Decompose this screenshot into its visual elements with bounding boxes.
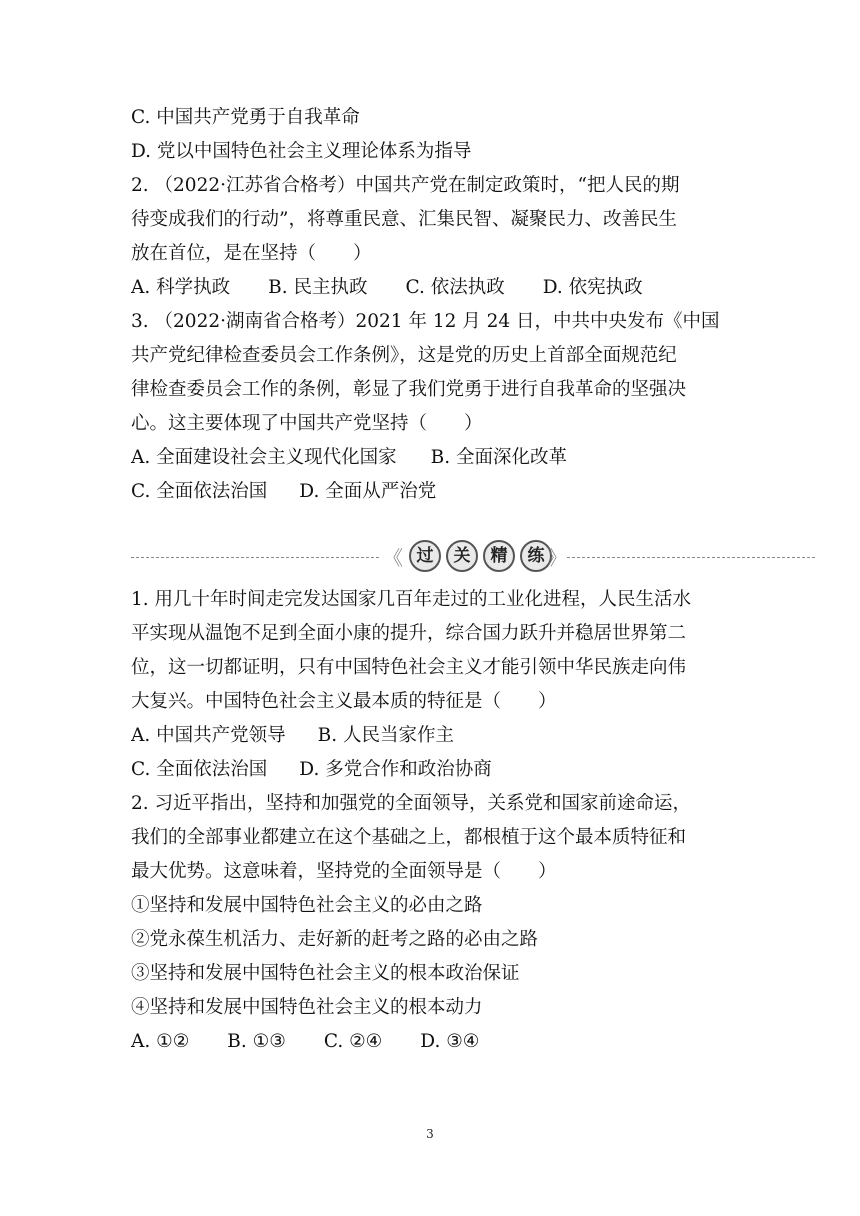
content-bottom bbox=[131, 583, 741, 1059]
question-text: 1. 用几十年时间走完发达国家几百年走过的工业化进程，人民生活水 bbox=[131, 589, 692, 610]
banner-char: 精 bbox=[483, 540, 515, 572]
banner-char: 练 bbox=[520, 540, 552, 572]
option-c: C. ②④ bbox=[323, 1031, 383, 1052]
statement-item: ②党永葆生机活力、走好新的赶考之路的必由之路 bbox=[131, 929, 539, 950]
question-text: 放在首位，是在坚持（ ） bbox=[131, 243, 372, 264]
option-b: B. 民主执政 bbox=[268, 277, 368, 298]
option-b: B. 人民当家作主 bbox=[317, 725, 454, 746]
question-text: 2. （2022·江苏省合格考）中国共产党在制定政策时，“把人民的期 bbox=[131, 175, 680, 196]
statement-item: ④坚持和发展中国特色社会主义的根本动力 bbox=[131, 997, 483, 1018]
option-b: B. 全面深化改革 bbox=[430, 447, 567, 468]
question-text: 心。这主要体现了中国共产党坚持（ ） bbox=[131, 413, 483, 434]
question-text: 平实现从温饱不足到全面小康的提升，综合国力跃升并稳居世界第二 bbox=[131, 623, 687, 644]
option-b: B. ①③ bbox=[227, 1031, 286, 1052]
option-c: C. 全面依法治国 bbox=[131, 759, 268, 780]
page-number: 3 bbox=[426, 1127, 434, 1141]
option-a: A. 科学执政 bbox=[131, 277, 231, 298]
options-row bbox=[131, 441, 741, 475]
question-text: 律检查委员会工作的条例，彰显了我们党勇于进行自我革命的坚强决 bbox=[131, 379, 687, 400]
section-banner bbox=[131, 540, 815, 576]
question-text: 共产党纪律检查委员会工作条例》，这是党的历史上首部全面规范纪 bbox=[131, 345, 677, 366]
dashed-divider bbox=[131, 557, 379, 558]
option-a: A. 全面建设社会主义现代化国家 bbox=[131, 447, 397, 468]
question-text: 位，这一切都证明，只有中国特色社会主义才能引领中华民族走向伟 bbox=[131, 657, 687, 678]
question-text: 待变成我们的行动”，将尊重民意、汇集民智、凝聚民力、改善民生 bbox=[131, 209, 677, 230]
question-text: 3. （2022·湖南省合格考）2021 年 12 月 24 日，中共中央发布《中国 bbox=[131, 311, 720, 332]
option-d: D. ③④ bbox=[420, 1031, 480, 1052]
option-d: D. 依宪执政 bbox=[542, 277, 643, 298]
option-a: A. ①② bbox=[131, 1031, 190, 1052]
options-row bbox=[131, 475, 741, 509]
question-text: 最大优势。这意味着，坚持党的全面领导是（ ） bbox=[131, 861, 557, 882]
dashed-divider bbox=[567, 557, 815, 558]
option-d: D. 多党合作和政治协商 bbox=[299, 759, 492, 780]
option-line: C. 中国共产党勇于自我革命 bbox=[131, 107, 360, 128]
option-c: C. 依法执政 bbox=[405, 277, 505, 298]
option-line: D. 党以中国特色社会主义理论体系为指导 bbox=[131, 141, 472, 162]
question-text: 大复兴。中国特色社会主义最本质的特征是（ ） bbox=[131, 691, 557, 712]
option-d: D. 全面从严治党 bbox=[299, 481, 437, 502]
option-a: A. 中国共产党领导 bbox=[131, 725, 286, 746]
question-text: 2. 习近平指出，坚持和加强党的全面领导，关系党和国家前途命运， bbox=[131, 793, 692, 814]
question-text: 我们的全部事业都建立在这个基础之上，都根植于这个最本质特征和 bbox=[131, 827, 687, 848]
options-row bbox=[131, 271, 741, 305]
banner-char: 关 bbox=[446, 540, 478, 572]
banner-char: 过 bbox=[409, 540, 441, 572]
content-top bbox=[131, 101, 741, 509]
statement-item: ③坚持和发展中国特色社会主义的根本政治保证 bbox=[131, 963, 520, 984]
options-row bbox=[131, 719, 741, 753]
options-row bbox=[131, 753, 741, 787]
banner-title bbox=[409, 540, 557, 572]
option-c: C. 全面依法治国 bbox=[131, 481, 268, 502]
statement-item: ①坚持和发展中国特色社会主义的必由之路 bbox=[131, 895, 483, 916]
options-row bbox=[131, 1025, 741, 1059]
left-arrow-icon: 《 bbox=[383, 546, 403, 570]
right-arrow-icon: 》 bbox=[547, 546, 567, 570]
